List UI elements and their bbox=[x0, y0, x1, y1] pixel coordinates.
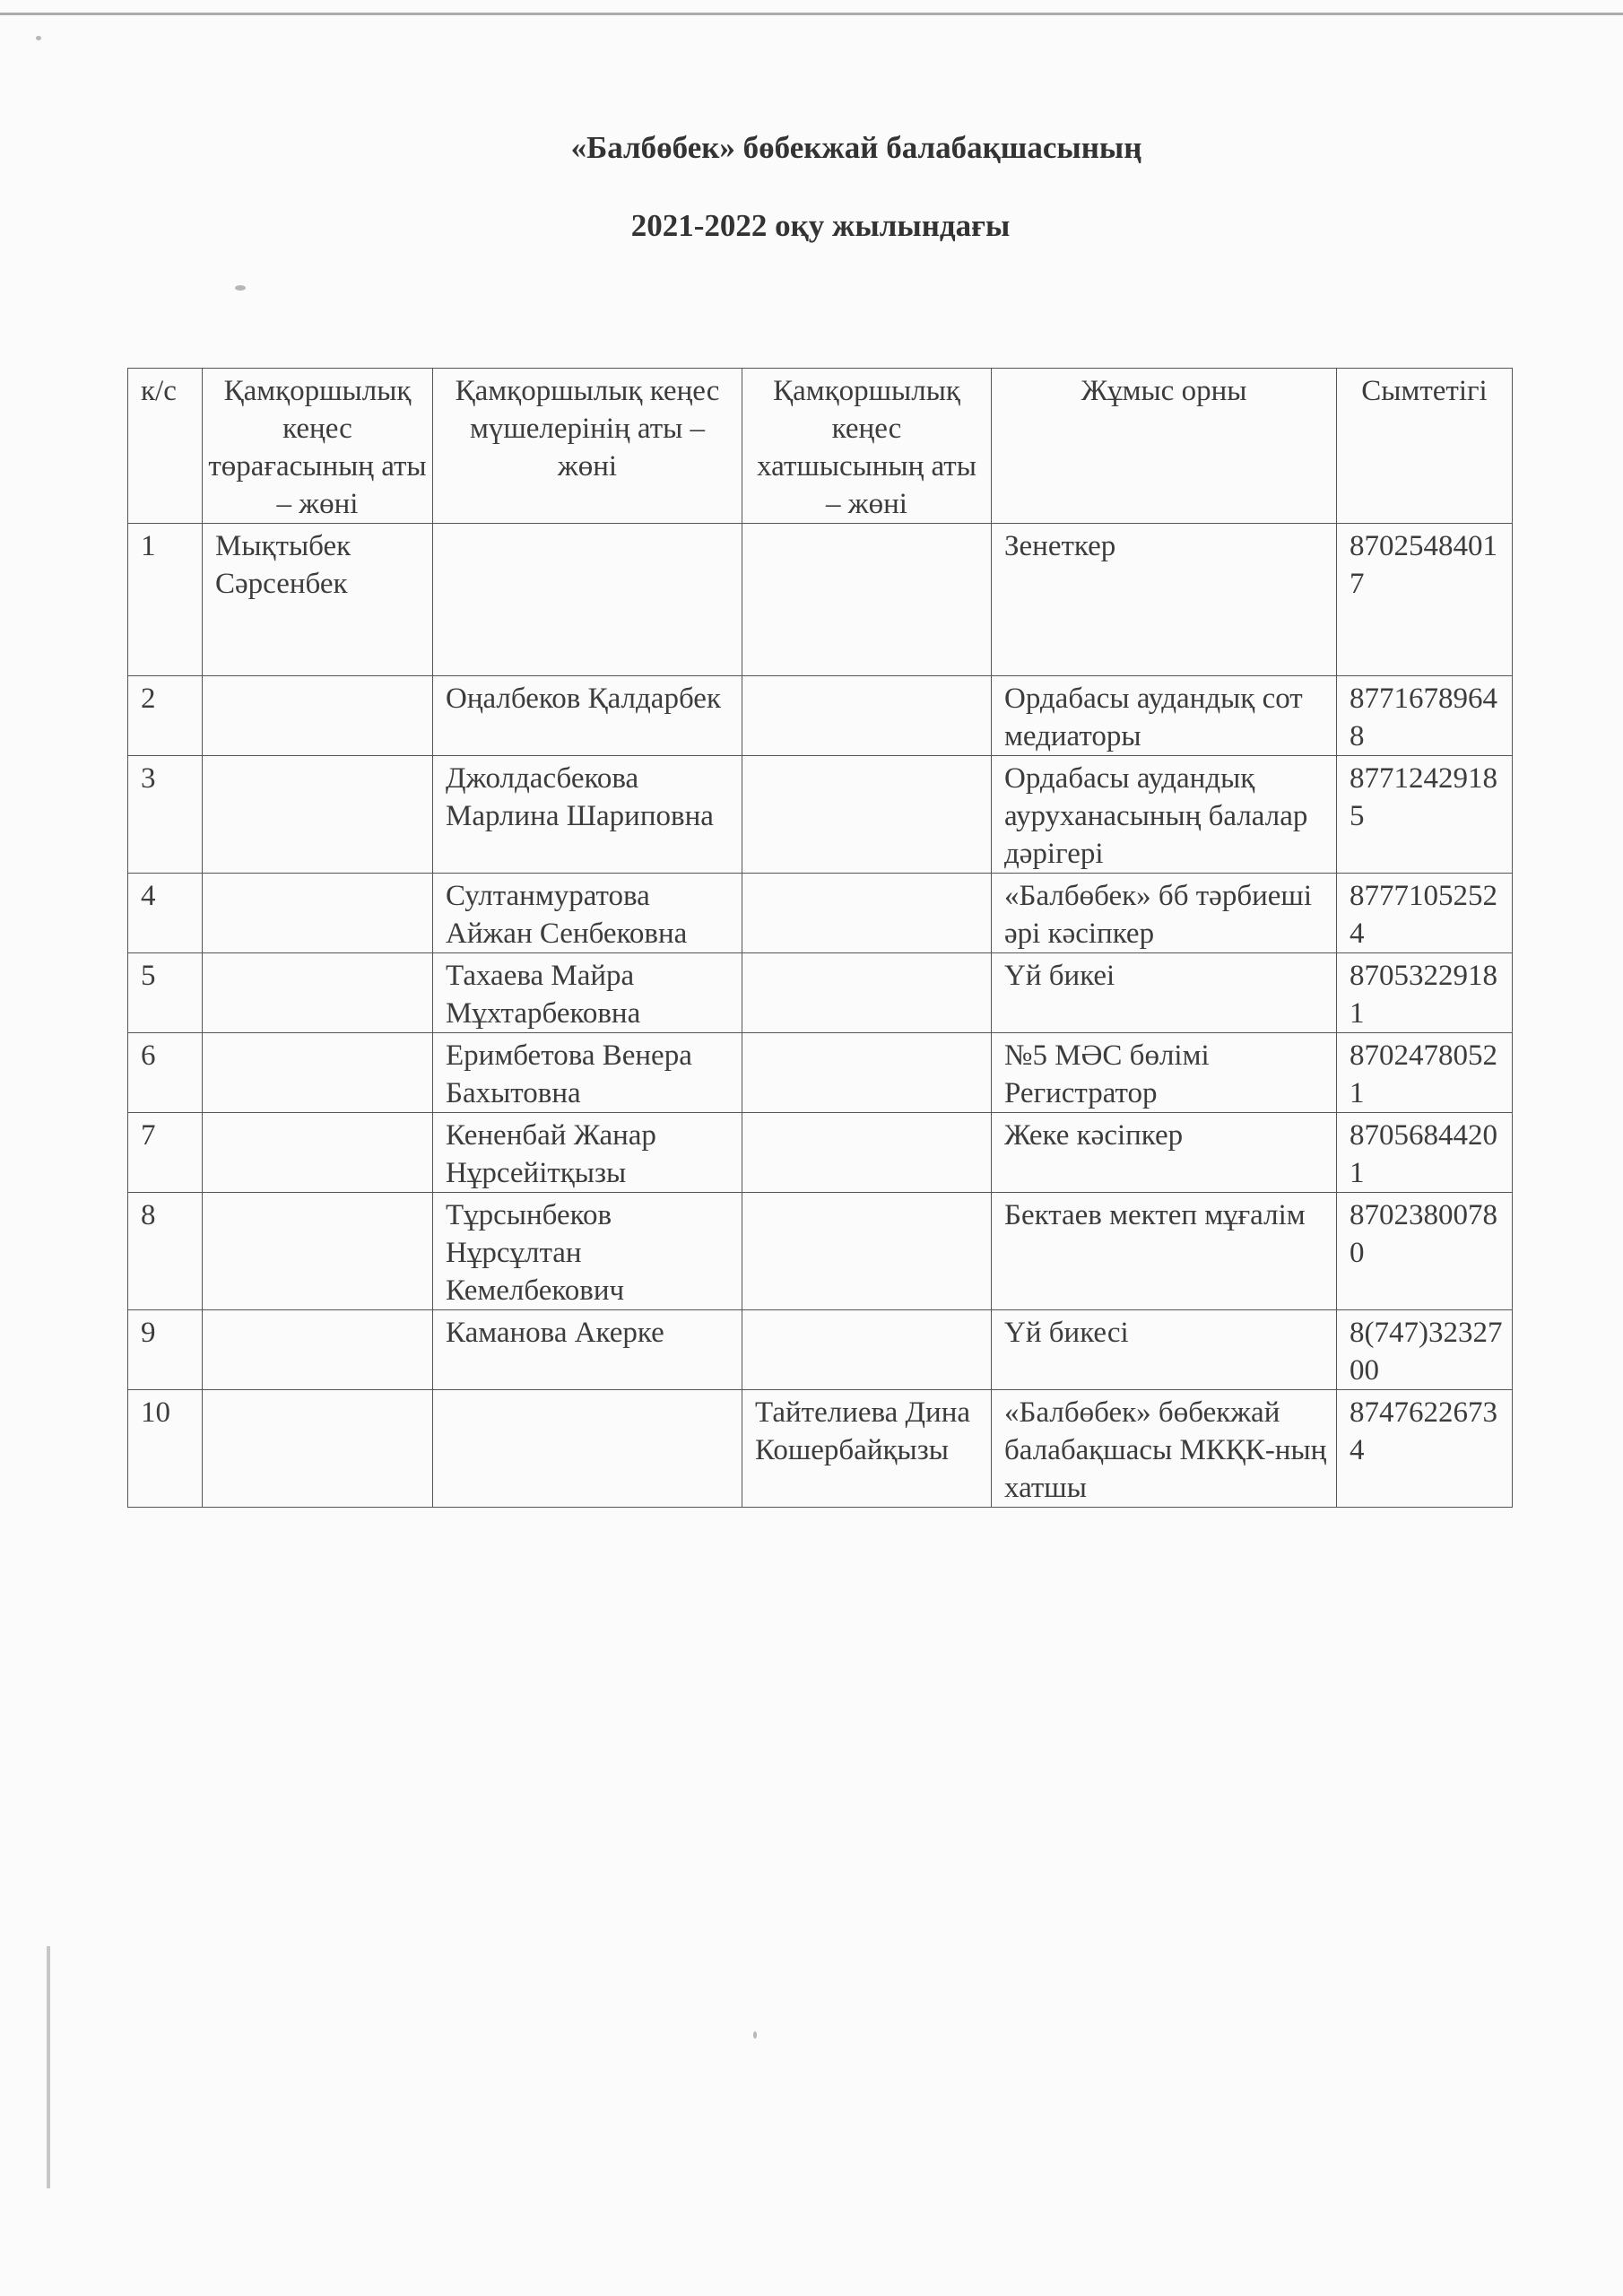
cell-phone: 87023800780 bbox=[1337, 1193, 1513, 1310]
scan-speck bbox=[753, 2031, 757, 2039]
document-subtitle: 2021-2022 оқу жылындағы bbox=[630, 208, 1011, 243]
cell-chair bbox=[203, 676, 433, 756]
cell-chair bbox=[203, 1033, 433, 1113]
cell-member: Султанмуратова Айжан Сенбековна bbox=[433, 874, 742, 953]
header-members: Қамқоршылық кеңес мүшелерінің аты – жөні bbox=[433, 369, 742, 524]
table-row bbox=[128, 676, 1513, 756]
table-row bbox=[128, 1033, 1513, 1113]
scan-edge-line bbox=[0, 13, 1623, 15]
cell-workplace: Ордабасы аудандық ауруханасының балалар дәрігері bbox=[992, 756, 1337, 874]
scan-speck bbox=[36, 36, 41, 40]
cell-phone: 87056844201 bbox=[1337, 1113, 1513, 1193]
header-chair: Қамқоршылық кеңес төрағасының аты – жөні bbox=[203, 369, 433, 524]
cell-chair bbox=[203, 1390, 433, 1508]
cell-chair bbox=[203, 953, 433, 1033]
cell-member: Тұрсынбеков Нұрсұлтан Кемелбекович bbox=[433, 1193, 742, 1310]
table-row bbox=[128, 1390, 1513, 1508]
scan-speck bbox=[235, 285, 246, 291]
cell-chair bbox=[203, 874, 433, 953]
cell-workplace: Үй бикесі bbox=[992, 1310, 1337, 1390]
table-row bbox=[128, 953, 1513, 1033]
cell-chair bbox=[203, 1193, 433, 1310]
table-row bbox=[128, 756, 1513, 874]
cell-member bbox=[433, 524, 742, 676]
cell-phone: 87024780521 bbox=[1337, 1033, 1513, 1113]
table-row bbox=[128, 1113, 1513, 1193]
cell-workplace: Жеке кәсіпкер bbox=[992, 1113, 1337, 1193]
cell-chair bbox=[203, 1310, 433, 1390]
header-secretary: Қамқоршылық кеңес хатшысының аты – жөні bbox=[742, 369, 992, 524]
cell-number: 2 bbox=[128, 676, 203, 756]
cell-number: 6 bbox=[128, 1033, 203, 1113]
cell-workplace: Зенеткер bbox=[992, 524, 1337, 676]
cell-phone: 87476226734 bbox=[1337, 1390, 1513, 1508]
cell-secretary bbox=[742, 676, 992, 756]
cell-member: Еримбетова Венера Бахытовна bbox=[433, 1033, 742, 1113]
table-row bbox=[128, 874, 1513, 953]
cell-number: 5 bbox=[128, 953, 203, 1033]
cell-workplace: «Балбөбек» бөбекжай балабақшасы МКҚК-ның хатшы bbox=[992, 1390, 1337, 1508]
cell-workplace: Үй бикеі bbox=[992, 953, 1337, 1033]
cell-phone: 87025484017 bbox=[1337, 524, 1513, 676]
cell-number: 7 bbox=[128, 1113, 203, 1193]
cell-chair bbox=[203, 1113, 433, 1193]
cell-secretary bbox=[742, 1193, 992, 1310]
scan-margin-mark bbox=[47, 1946, 50, 2188]
cell-member: Кененбай Жанар Нұрсейітқызы bbox=[433, 1113, 742, 1193]
cell-workplace: №5 МӘС бөлімі Регистратор bbox=[992, 1033, 1337, 1113]
cell-number: 10 bbox=[128, 1390, 203, 1508]
cell-number: 4 bbox=[128, 874, 203, 953]
header-phone: Сымтетігі bbox=[1337, 369, 1513, 524]
cell-chair: Мықтыбек Сәрсенбек bbox=[203, 524, 433, 676]
cell-workplace: Бектаев мектеп мұғалім bbox=[992, 1193, 1337, 1310]
cell-member: Оңалбеков Қалдарбек bbox=[433, 676, 742, 756]
cell-secretary bbox=[742, 1033, 992, 1113]
cell-secretary bbox=[742, 756, 992, 874]
cell-member: Тахаева Майра Мұхтарбековна bbox=[433, 953, 742, 1033]
table-header-row bbox=[128, 369, 1513, 524]
cell-number: 3 bbox=[128, 756, 203, 874]
cell-workplace: Ордабасы аудандық сот медиаторы bbox=[992, 676, 1337, 756]
header-number: к/с bbox=[128, 369, 203, 524]
cell-secretary bbox=[742, 524, 992, 676]
cell-member: Джолдасбекова Марлина Шариповна bbox=[433, 756, 742, 874]
cell-secretary bbox=[742, 874, 992, 953]
cell-secretary bbox=[742, 953, 992, 1033]
cell-secretary bbox=[742, 1113, 992, 1193]
header-workplace: Жұмыс орны bbox=[992, 369, 1337, 524]
cell-number: 8 bbox=[128, 1193, 203, 1310]
table-row bbox=[128, 1310, 1513, 1390]
cell-phone: 87771052524 bbox=[1337, 874, 1513, 953]
table-row bbox=[128, 524, 1513, 676]
cell-member bbox=[433, 1390, 742, 1508]
document-title: «Балбөбек» бөбекжай балабақшасының bbox=[570, 130, 1142, 165]
cell-phone: 87712429185 bbox=[1337, 756, 1513, 874]
cell-chair bbox=[203, 756, 433, 874]
cell-phone: 87716789648 bbox=[1337, 676, 1513, 756]
cell-secretary: Тайтелиева Дина Кошербайқызы bbox=[742, 1390, 992, 1508]
cell-number: 9 bbox=[128, 1310, 203, 1390]
table-row bbox=[128, 1193, 1513, 1310]
cell-member: Каманова Акерке bbox=[433, 1310, 742, 1390]
cell-number: 1 bbox=[128, 524, 203, 676]
cell-phone: 8(747)3232700 bbox=[1337, 1310, 1513, 1390]
trustee-board-table bbox=[127, 368, 1513, 1508]
cell-workplace: «Балбөбек» бб тәрбиеші әрі кәсіпкер bbox=[992, 874, 1337, 953]
cell-secretary bbox=[742, 1310, 992, 1390]
cell-phone: 87053229181 bbox=[1337, 953, 1513, 1033]
